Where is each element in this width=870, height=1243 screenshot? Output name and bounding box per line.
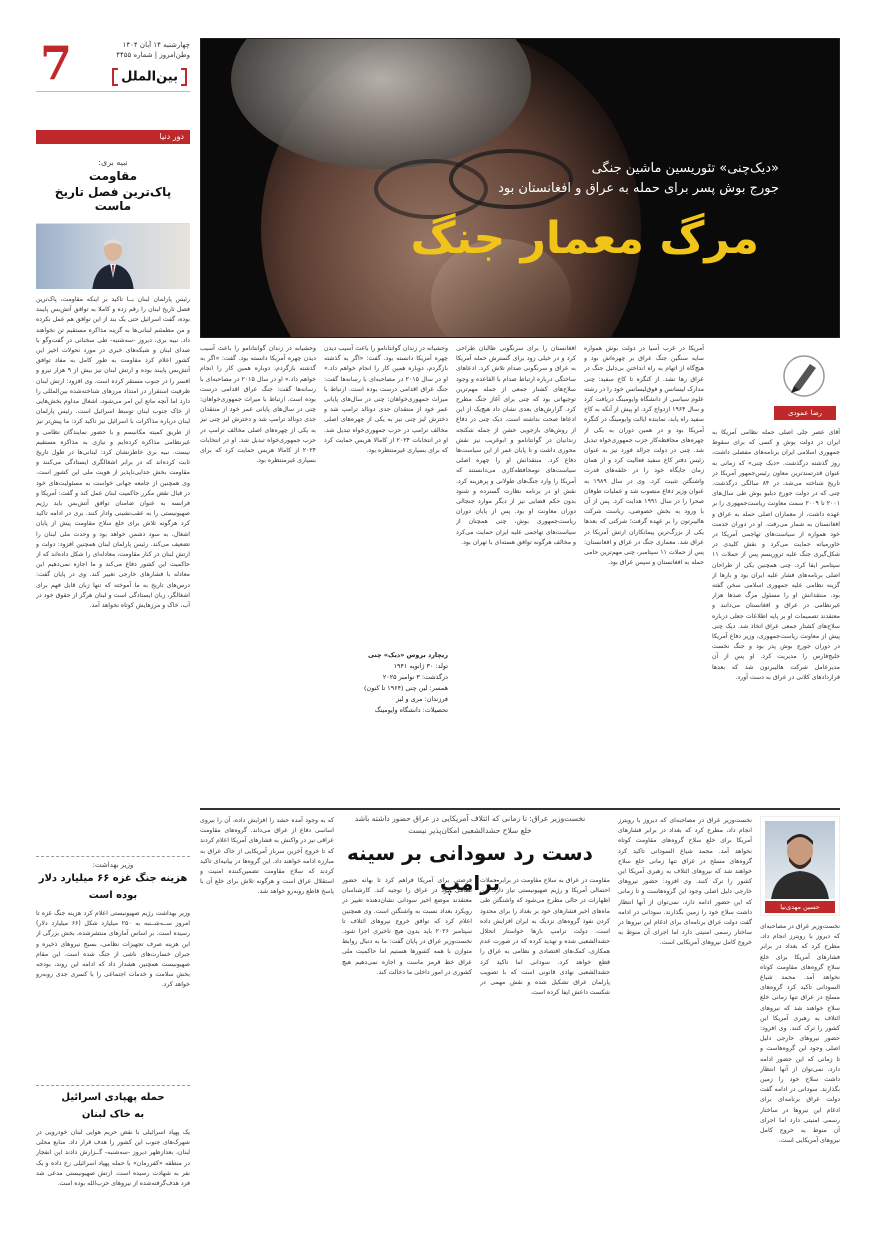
brief3-text: یک پهپاد اسرائیلی با نقض حریم هوایی لبنان خودرویی در شهرک‌های جنوب این کشور را هدف قرار داد. منابع محلی لبنان، بعدازظهر دیروز -سه‌شنبه- گــزارش دادند این انفجار در منطقه «کفررمان» با حمله پهپاد اسرائیلی رخ داده و یک نفر به شهادت رسیده است. ارتش صهیونیستی مدعی شد فرد هدف‌گرفته‌شده از نیروهای حزب‌الله بوده است. — [36, 1129, 190, 1188]
masthead — [36, 38, 190, 92]
bio-birth: تولد: ۳۰ ژانویه ۱۹۴۱ — [393, 662, 448, 670]
brief2-headline-line1: هزینه جنگ غزه ۶۶ میلیارد دلار — [38, 873, 188, 884]
lower-kicker-line2: خلع سلاح حشدالشعبی امکان‌پذیر نیست — [408, 826, 532, 835]
sidebar-article-text: رئیس پارلمان لبنان بــا تاکید بر اینکه مقاومت، پاک‌ترین فصل تاریخ لبنان را رقم زده و کاملا به توافق آتش‌بس پایبند بوده، گفت اسرائیل حتی یک بند از این توافق هم عمل نکرده و من مطمئنم لبنانی‌ها به گزینه مذاکره مستقیم تن نخواهند داد. نبیه بری، دیروز -سه‌شنبه- طی سخنانی در گفت‌وگو با صدای لبنان و شبکه‌های خبری در مورد تحولات اخیر این کشور اعلام کرد مقاومت به طور کامل به مفاد توافق آتش‌بس پایبند بوده و ارتش لبنان نیز بیش از ۹ هزار نیرو و افسر را در جنوب مستقر کرده است. وی افزود: ارتش لبنان ظرفیت استقرار در امتداد مرزهای شناخته‌شده بین‌المللی را دارد اما آنچه مانع این امر می‌شود، اشغال مداوم بخش‌هایی از خاک جنوب لبنان توسط اسرائیل است. رئیس پارلمان لبنان درباره مذاکرات با اسرائیل نیز تاکید کرد: ما پیش‌تر نیز از طریق کمیته مکانیسم و با حضور نمایندگان نظامی و غیرنظامی مذاکره کرده‌ایم و نیازی به مذاکره مستقیم نیست. نبیه بری خاطرنشان کرد: لبنانی‌ها در طول تاریخ ثابت کرده‌اند که در برابر اشغالگری ایستادگی می‌کنند و مقاومت بخش جدایی‌ناپذیر از هویت ملی این کشور است. وی همچنین از جامعه جهانی خواست به مسئولیت‌های خود در قبال نقض مکرر حاکمیت لبنان عمل کند و گفت: آمریکا و فرانسه به عنوان ضامنان توافق آتش‌بس باید رژیم صهیونیستی را به عقب‌نشینی وادار کنند. بری در ادامه تاکید کرد هرگونه تلاش برای خلع سلاح مقاومت پیش از پایان اشغال، به سود دشمن خواهد بود و وحدت ملی لبنان را تضعیف می‌کند. رئیس پارلمان لبنان همچنین افزود: دولت و ارتش لبنان در کنار مقاومت، معادله‌ای را شکل داده‌اند که از حاکمیت این کشور دفاع می‌کند و ما اجازه نمی‌دهیم این معادله با فشارهای خارجی تغییر کند. وی در پایان گفت: درس‌های تاریخ به ما آموخته که تنها زبان قابل فهم برای اشغالگر، زبان ایستادگی است و لبنان هرگز از حقوق خود در آب، خاک و مرزهایش کوتاه نخواهد آمد. — [36, 296, 190, 610]
section-divider — [200, 808, 840, 810]
article-column-4 — [324, 344, 448, 784]
brief2-text: وزیر بهداشت رژیم صهیونیستی اعلام کرد هزینه جنگ غزه تا امروز ســه‌شــنبه به ۲۵۰ میلیارد شکل (۶۶ میلیارد دلار) رسیده است. بر اساس آمارهای منتشرشده، بخش بزرگی از این هزینه صرف تجهیزات نظامی، بسیج نیروهای ذخیره و جبران خسارت‌های ناشی از جنگ شده است. این مقام صهیونیست همچنین هشدار داد که ادامه این روند، بودجه بخش سلامت و خدمات اجتماعی را با کسری جدی روبه‌رو خواهد کرد. — [36, 910, 190, 989]
lower-column-1: نخست‌وزیر عراق در مصاحبه‌ای که دیروز با رویترز انجام داد، مطرح کرد که بغداد در برابر فشارهای آمریکا برای خلع سلاح گروه‌های مقاومت کوتاه نخواهد آمد. محمد شیاع السودانی تاکید کرد گروه‌های مسلح در عراق تنها زمانی خلع سلاح خواهند شد که نیروهای ائتلاف به رهبری آمریکا این کشور را ترک کنند. وی افزود: حضور نیروهای خارجی دلیل اصلی وجود این گروه‌هاست و تا زمانی که این حضور ادامه دارد، نمی‌توان از آنها انتظار داشت سلاح خود را زمین بگذارند. سودانی در ادامه گفت دولت عراق برنامه‌ای برای ادغام این نیروها در ساختار رسمی امنیتی دارد اما اجرای آن منوط به خروج کامل نیروهای آمریکایی است. — [618, 817, 752, 947]
lower-kicker-line1: نخست‌وزیر عراق: تا زمانی که ائتلاف آمریکایی در عراق حضور داشته باشد — [354, 814, 586, 823]
brief3-headline-line1: حمله پهپادی اسرائیل — [61, 1092, 165, 1103]
article-column-3: افغانستان را برای سرنگونی طالبان طراحی کرد و در خیلی زود برای گسترش حمله آمریکا به عراق و سرنگونی صدام تلاش کرد. ادعاهای ساختگی درباره ارتباط صدام با القاعده و وجود سلاح‌های کشتار جمعی از جمله مهم‌ترین توجیهاتی بود که چنی برای آغاز جنگ مطرح کرد. گزارش‌های بعدی نشان داد هیچ‌یک از این ادعاها صحت نداشته است. دیک چنی در دفاع از روش‌های بازجویی خشن از جمله شکنجه زندانیان در گوانتانامو و ابوغریب نیز نقش محوری داشت و تا پایان عمر از این سیاست‌ها دفاع کرد. منتقدانش او را چهره اصلی سیاست‌های نومحافظه‌کاری می‌دانستند که آمریکا را وارد جنگ‌های طولانی و پرهزینه کرد. نقش او در برنامه نظارت گسترده و شنود بدون حکم قضایی نیز از دیگر موارد جنجالی دوران معاونت او بود. پس از پایان دوران ریاست‌جمهوری بوش، چنی همچنان از سیاست‌های تهاجمی علیه ایران حمایت می‌کرد و مخالف هرگونه توافق هسته‌ای با تهران بود. — [456, 345, 576, 546]
lower-column-4: که به وجود آمده حشد را افزایش داده، آن را نیروی اساسی دفاع از عراق می‌داند. گروه‌های مقاومت عراقی نیز در واکنش به فشارهای آمریکا اعلام کردند که تا خروج آخرین سرباز آمریکایی از خاک عراق به مبارزه ادامه خواهند داد. این گروه‌ها در بیانیه‌ای تاکید کردند که سلاح مقاومت تضمین‌کننده امنیت و استقلال عراق است و هرگونه تلاش برای خلع آن با پاسخ قاطع روبه‌رو خواهد شد. — [200, 817, 334, 896]
category-bar: دور دنیا — [36, 130, 190, 144]
lower-author-box — [760, 816, 840, 916]
sidebar-photo — [36, 223, 190, 289]
portrait-image — [88, 232, 138, 289]
author-portrait — [765, 821, 835, 899]
sidebar-kicker: نبیه بری: — [98, 158, 128, 167]
pen-icon — [776, 350, 832, 400]
sidebar-title-line2: پاک‌ترین فصل تاریخ ماست — [54, 185, 172, 213]
article-column-2: آمریکا در غرب آسیا در دولت بوش همواره سایه سنگین جنگ عراق بر چهره‌اش بود و هیچ‌گاه از اتهام به راه انداختن بی‌دلیل جنگ در عراق رها نشد. از کنگره تا کاخ سفید: چنی مدارک لیسانس و فوق‌لیسانس خود را در رشته علوم سیاسی از دانشگاه وایومینگ دریافت کرد و سال ۱۹۶۴ ازدواج کرد. او پیش از آنکه به کاخ سفید راه یابد، نماینده ایالت وایومینگ در کنگره آمریکا بود و در همین دوران به یکی از چهره‌های محافظه‌کار حزب جمهوری‌خواه تبدیل شد. چنی در دولت جرالد فورد نیز به عنوان رئیس دفتر کاخ سفید فعالیت کرد و از همان زمان جایگاه خود را در حلقه‌های قدرت واشنگتن تثبیت کرد. وی در سال ۱۹۸۹ به عنوان وزیر دفاع منصوب شد و عملیات طوفان صحرا را در سال ۱۹۹۱ هدایت کرد. پس از آن با ورود به بخش خصوصی، ریاست شرکت هالیبرتون را بر عهده گرفت؛ شرکتی که بعدها یکی از بزرگ‌ترین پیمانکاران ارتش آمریکا در عراق شد. معماری جنگ در عراق و افغانستان: پس از حملات ۱۱ سپتامبر، چنی مهم‌ترین حامی حمله به افغانستان و سپس عراق بود. — [584, 345, 704, 567]
hero-subtitle-line2: جورج بوش پسر برای حمله به عراق و افغانستان بود — [498, 181, 779, 196]
article-columns — [200, 344, 840, 784]
masthead-dateline — [90, 40, 190, 60]
issue-line: وطن‌امروز | شماره ۴۴۵۵ — [116, 51, 190, 59]
article-column-4-text: وحشیانه در زندان گوانتانامو را باعث آسیب دیدن چهره آمریکا دانسته بود. گفت: «اگر به گذشته بازگردم، دوباره همین کار را انجام خواهم داد.» او در سال ۲۰۱۵ در مصاحبه‌ای با رسانه‌ها گفت: جنگ عراق اقدامی درست بوده است. ارتباط با میراث جمهوری‌خواهان: چنی در سال‌های پایانی عمر خود از منتقدان جدی دونالد ترامپ شد و دخترش لیز چنی نیز به یکی از چهره‌های اصلی مخالف ترامپ در حزب جمهوری‌خواه تبدیل شد. او در انتخابات ۲۰۲۴ از کامالا هریس حمایت کرد که برای بسیاری غیرمنتظره بود. — [324, 345, 448, 455]
bio-death: درگذشت: ۳ نوامبر ۲۰۲۵ — [382, 673, 448, 681]
bio-box — [324, 650, 448, 716]
brief2-kicker: وزیر بهداشت: — [92, 861, 134, 869]
page-number: 7 — [40, 36, 73, 90]
bio-name: ریچارد بروس «دیک» چنی — [367, 651, 448, 659]
author-box — [770, 344, 840, 424]
divider — [36, 856, 190, 857]
bio-children: فرزندان: مری و لیز — [396, 695, 448, 703]
lower-column-3: فرصتی برای آمریکا فراهم کرد تا بهانه حضور نظامی خود در عراق را توجیه کند. کارشناسان معتقدند موضع اخیر سودانی نشان‌دهنده تغییر در رویکرد بغداد نسبت به واشنگتن است. وی همچنین اعلام کرد که توافق خروج نیروهای ائتلاف تا سپتامبر ۲۰۲۶ باید بدون هیچ تاخیری اجرا شود. نخست‌وزیر عراق در پایان گفت: ما به دنبال روابط متوازن با همه کشورها هستیم اما حاکمیت ملی عراق خط قرمز ماست و اجازه نمی‌دهیم هیچ کشوری در امور داخلی ما دخالت کند. — [342, 877, 472, 976]
bio-spouse: همسر: لین چنی (۱۹۶۴ تا کنون) — [364, 684, 448, 692]
lower-author-name: حسین مهدی‌نیا — [765, 901, 835, 913]
date-line: چهارشنبه ۱۴ آبان ۱۴۰۴ — [122, 41, 190, 49]
lower-headline: دست رد سودانی بر سینه ترامپ — [347, 841, 593, 895]
hero-image — [200, 38, 840, 338]
brief2-headline-line2: بوده است — [88, 890, 138, 901]
hero-subtitle-line1: «دیک‌چنی» تئوریسین ماشین جنگی — [591, 161, 779, 176]
article-column-5: وحشیانه در زندان گوانتانامو را باعث آسیب دیدن چهره آمریکا دانسته بود. گفت: «اگر به گذشته بازگردم، دوباره همین کار را انجام خواهم داد.» او در سال ۲۰۱۵ در مصاحبه‌ای با رسانه‌ها گفت: جنگ عراق اقدامی درست بوده است. ارتباط با میراث جمهوری‌خواهان: چنی در سال‌های پایانی عمر خود از منتقدان جدی دونالد ترامپ شد و دخترش لیز چنی نیز به یکی از چهره‌های اصلی مخالف ترامپ در حزب جمهوری‌خواه تبدیل شد. او در انتخابات ۲۰۲۴ از کامالا هریس حمایت کرد که برای بسیاری غیرمنتظره بود. — [200, 345, 316, 465]
section-name: بین‌الملل — [109, 68, 190, 86]
author-name: رضا عمودی — [774, 406, 836, 420]
divider — [36, 1085, 190, 1086]
author-photo — [765, 821, 835, 899]
lower-column-1a: نخست‌وزیر عراق در مصاحبه‌ای که دیروز با رویترز انجام داد، مطرح کرد که بغداد در برابر فشارهای آمریکا برای خلع سلاح گروه‌های مقاومت کوتاه نخواهد آمد. محمد شیاع السودانی تاکید کرد گروه‌های مسلح در عراق تنها زمانی خلع سلاح خواهند شد که نیروهای ائتلاف به رهبری آمریکا این کشور را ترک کنند. وی افزود: حضور نیروهای خارجی دلیل اصلی وجود این گروه‌هاست و تا زمانی که این حضور ادامه دارد، نمی‌توان از آنها انتظار داشت سلاح خود را زمین بگذارند. سودانی در ادامه گفت دولت عراق برنامه‌ای برای ادغام این نیروها در ساختار رسمی امنیتی دارد اما اجرای آن منوط به خروج کامل نیروهای آمریکایی است. — [760, 923, 840, 1145]
main-area — [200, 38, 840, 1218]
bio-education: تحصیلات: دانشگاه وایومینگ — [374, 706, 448, 714]
brief3-headline-line2: به خاک لبنان — [81, 1109, 145, 1120]
sidebar-column — [36, 38, 190, 1218]
sidebar-title-line1: مقاومت — [88, 169, 138, 183]
hero-headline: مرگ معمار جنگ — [410, 213, 759, 264]
article-column-1: آقای عصر جلی اصلی حمله نظامی آمریکا به ایران در دولت بوش و کسی که برای سقوط جمهوری اسلامی ایران برنامه‌های مفصلی داشت، روز گذشته درگذشت. «دیک چنی» که زمانی به عنوان قدرتمندترین معاون رئیس‌جمهور آمریکا در تاریخ شناخته می‌شد، در ۸۴ سالگی درگذشت. چنی که در دولت جورج دبلیو بوش طی سال‌های ۲۰۰۱ تا ۲۰۰۹ سمت معاونت ریاست‌جمهوری را بر عهده داشت، از معماران اصلی حمله به عراق و افغانستان به شمار می‌رفت. او در دوران خدمت خود همواره از سیاست‌های تهاجمی آمریکا در خاورمیانه حمایت می‌کرد و نقش کلیدی در شکل‌گیری جنگ علیه تروریسم پس از حملات ۱۱ سپتامبر ایفا کرد. چنی همچنین یکی از طراحان اصلی برنامه‌های فشار علیه ایران بود و بارها از گزینه نظامی علیه جمهوری اسلامی سخن گفته بود. منتقدانش او را مسئول مرگ صدها هزار غیرنظامی در عراق و افغانستان می‌دانند و معتقدند تصمیمات او بر پایه اطلاعات جعلی درباره سلاح‌های کشتار جمعی عراق اتخاذ شد. دیک چنی پیش از معاونت ریاست‌جمهوری، وزیر دفاع آمریکا در دوران جورج بوش پدر بود و جنگ نخست خلیج‌فارس را مدیریت کرد. او پس از آن مدیرعامل شرکت هالیبرتون شد که بعدها قراردادهای کلانی در عراق به دست آورد. — [712, 429, 840, 681]
lower-column-2: مقاومت در عراق به سلاح مقاومت در برابر حملات احتمالی آمریکا و رژیم صهیونیستی نیاز دارد. این اظهارات در حالی مطرح می‌شود که واشنگتن طی ماه‌های اخیر فشارهای خود بر بغداد را برای محدود کردن نفوذ گروه‌های نزدیک به ایران افزایش داده است. دولت ترامپ بارها خواستار انحلال حشدالشعبی شده و تهدید کرده که در صورت عدم همکاری، کمک‌های اقتصادی و نظامی به عراق را قطع خواهد کرد. سودانی اما تاکید کرد حشدالشعبی نهادی قانونی است که با تصویب پارلمان عراق تشکیل شده و نقش مهمی در شکست داعش ایفا کرده است. — [480, 877, 610, 997]
